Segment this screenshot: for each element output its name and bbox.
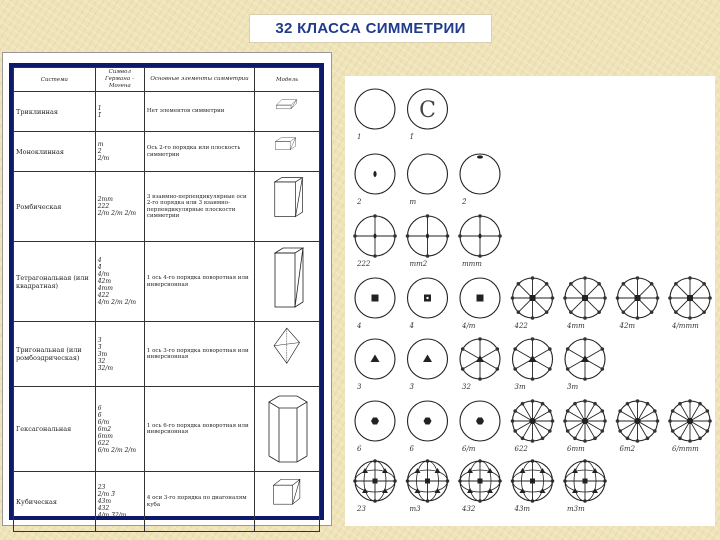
table-row (14, 322, 320, 387)
class-label: 4̄3m (514, 505, 531, 513)
class-label: 4/m (462, 322, 476, 330)
stereogram (563, 459, 607, 513)
table-header-row (14, 68, 320, 92)
symbol-entry: 2 (97, 148, 102, 155)
stereogram (408, 339, 448, 391)
class-label: 4̄ (409, 322, 414, 330)
symbol-entry: 6̄ (97, 411, 102, 419)
class-label: 1 (357, 133, 362, 141)
stereogram (355, 89, 395, 141)
symbol-entry: 4/m (97, 271, 110, 278)
table-frame (9, 63, 324, 520)
symbol-entry: 2/m (97, 155, 110, 162)
symbol-entry: 6mm (97, 432, 113, 440)
class-label: 3 (357, 383, 362, 391)
stereogram (511, 276, 555, 330)
stereogram (513, 337, 553, 391)
class-label: 4̄2m (619, 322, 636, 330)
symbol-entry: 4/m 2/m 2/m (97, 299, 137, 306)
crystal-model (255, 322, 320, 387)
system-name: Кубическая (14, 472, 96, 532)
stereogram (460, 278, 500, 330)
system-name: Моноклинная (14, 132, 96, 172)
class-label: 222 (357, 260, 371, 268)
symbol-entry: 222 (97, 203, 110, 210)
symbol-entry: 43m (97, 498, 112, 505)
symbol-entry: 6/m 2/m 2/m (97, 446, 137, 454)
table-row (14, 92, 320, 132)
class-label: 3̄ (409, 383, 414, 391)
symbol-entry: 2/m 3̄ (97, 491, 115, 498)
stereogram (668, 399, 712, 453)
class-label: 1̄ (409, 133, 414, 141)
symmetry-elements: 1 ось 6-го порядка поворотная или инверсионная (144, 387, 254, 472)
class-label: mm2 (409, 260, 428, 268)
slide-title: 32 КЛАССА СИММЕТРИИ (249, 14, 492, 43)
class-label: mmm (462, 260, 482, 268)
crystal-model (255, 92, 320, 132)
symbol-entry: 1̄ (97, 111, 102, 119)
symbol-entry: 1 (97, 104, 102, 112)
table-row (14, 387, 320, 472)
table-body (14, 92, 320, 532)
stereogram (668, 276, 712, 330)
symmetry-elements: 1 ось 3-го порядка поворотная или инверсионная (144, 322, 254, 387)
stereogram (353, 459, 397, 513)
stereogram (458, 459, 502, 513)
symbol-entry: 3m (97, 350, 108, 358)
stereogram (616, 399, 660, 453)
class-label: 2̄ (462, 198, 467, 206)
symmetry-elements: Нет элементов симметрии (144, 92, 254, 132)
stereogram (408, 401, 448, 453)
symbol-entry: m (97, 141, 104, 148)
orthorhombic-prism-icon (257, 175, 315, 239)
header-elements: Основные элементы симметрии (144, 68, 254, 92)
stereogram (616, 276, 660, 330)
system-name: Ромбическая (14, 172, 96, 242)
system-name: Тетрагональная (или квадратная) (14, 242, 96, 322)
symmetry-elements: 3 взаимно-перпендикулярные оси 2-го порядка или 3 взаимно-перпендикулярные плоскости симметрии (144, 172, 254, 242)
class-label: m3m (567, 505, 585, 513)
class-label: 422 (514, 322, 528, 330)
crystal-model (255, 172, 320, 242)
symbol-entry: 32 (97, 357, 106, 365)
symbol-entry: 4̄2m (97, 278, 112, 285)
symmetry-systems-table (13, 67, 320, 532)
class-label: m3 (409, 505, 421, 513)
header-system: Система (14, 68, 96, 92)
symbol-entry: 622 (97, 439, 110, 447)
stereogram (511, 459, 555, 513)
symbol-entry: 2/m 2/m 2/m (97, 210, 137, 217)
symbol-entry: 432 (97, 505, 110, 512)
class-label: 6̄m2 (619, 445, 636, 453)
stereogram (460, 401, 500, 453)
cube-icon (257, 475, 315, 529)
symmetry-systems-table-panel (2, 52, 332, 526)
symbol-entry: 422 (97, 292, 110, 299)
stereogram (408, 278, 448, 330)
stereogram-panel (345, 76, 715, 526)
table-row (14, 132, 320, 172)
stereogram (408, 154, 448, 206)
system-name: Триклинная (14, 92, 96, 132)
class-label: 2 (357, 198, 362, 206)
stereogram (355, 339, 395, 391)
symbol-entry: 6 (97, 404, 102, 412)
svg-text:C: C (419, 98, 436, 123)
stereogram (353, 214, 397, 268)
symbol-entry: 3̄2/m (97, 364, 114, 372)
class-label: 622 (514, 445, 528, 453)
crystal-model (255, 472, 320, 532)
hermann-mauguin-symbols (95, 387, 144, 472)
crystal-model (255, 242, 320, 322)
hermann-mauguin-symbols (95, 242, 144, 322)
stereogram (355, 278, 395, 330)
class-label: 32 (462, 383, 471, 391)
hexagonal-prism-icon (257, 392, 315, 466)
class-label: 3̄m (567, 383, 579, 391)
symbol-entry: 4mm (97, 285, 113, 292)
system-name: Гексагональная (14, 387, 96, 472)
symbol-entry: 23 (97, 484, 106, 491)
hermann-mauguin-symbols (95, 132, 144, 172)
stereogram (565, 337, 605, 391)
symbol-entry: 2mm (97, 196, 113, 203)
symbol-entry: 4/m 3̄2/m (97, 512, 127, 519)
class-label: 4/mmm (672, 322, 699, 330)
crystal-model (255, 132, 320, 172)
projection-circle (408, 154, 448, 194)
class-label: 4 (357, 322, 362, 330)
header-symbol: Символ Германа – Могена (95, 68, 144, 92)
stereogram (355, 154, 395, 206)
rhombohedron-icon (257, 325, 315, 384)
class-label: 6/m (462, 445, 476, 453)
projection-circle (355, 89, 395, 129)
tetragonal-prism-icon (257, 245, 315, 319)
hermann-mauguin-symbols (95, 322, 144, 387)
table-row (14, 472, 320, 532)
stereogram (563, 276, 607, 330)
symbol-entry: 6/m (97, 418, 110, 426)
crystal-model (255, 387, 320, 472)
system-name: Тригональная (или ромбоэдрическая) (14, 322, 96, 387)
table-row (14, 172, 320, 242)
stereogram (355, 401, 395, 453)
monoclinic-prism-icon (257, 135, 315, 169)
class-label: 432 (462, 505, 476, 513)
class-label: m (409, 198, 417, 206)
projection-circle (460, 154, 500, 194)
hermann-mauguin-symbols (95, 92, 144, 132)
hermann-mauguin-symbols (95, 172, 144, 242)
symbol-entry: 4 (97, 257, 102, 264)
class-label: 3m (514, 383, 526, 391)
symmetry-elements: 1 ось 4-го порядка поворотная или инверсионная (144, 242, 254, 322)
class-label: 6mm (567, 445, 585, 453)
class-label: 6/mmm (672, 445, 699, 453)
triclinic-prism-icon (257, 95, 315, 129)
stereogram (406, 459, 450, 513)
class-label: 6̄ (409, 445, 414, 453)
symmetry-elements: 4 оси 3-го порядка по диагоналям куба (144, 472, 254, 532)
class-label: 4mm (567, 322, 585, 330)
stereogram (511, 399, 555, 453)
class-label: 23 (357, 505, 366, 513)
stereogram (458, 214, 502, 268)
symmetry-elements: Ось 2-го порядка или плоскость симметрии (144, 132, 254, 172)
header-model: Модель (255, 68, 320, 92)
symbol-entry: 3̄ (97, 343, 102, 351)
stereogram (460, 154, 500, 206)
class-label: 6 (357, 445, 362, 453)
hermann-mauguin-symbols (95, 472, 144, 532)
stereogram (460, 337, 500, 391)
table-row (14, 242, 320, 322)
symbol-entry: 6m2 (97, 425, 112, 433)
stereogram (406, 214, 450, 268)
stereogram (408, 89, 448, 141)
stereogram (563, 399, 607, 453)
stereogram-grid (345, 76, 715, 526)
symbol-entry: 4̄ (97, 264, 102, 271)
symbol-entry: 3 (97, 336, 102, 344)
